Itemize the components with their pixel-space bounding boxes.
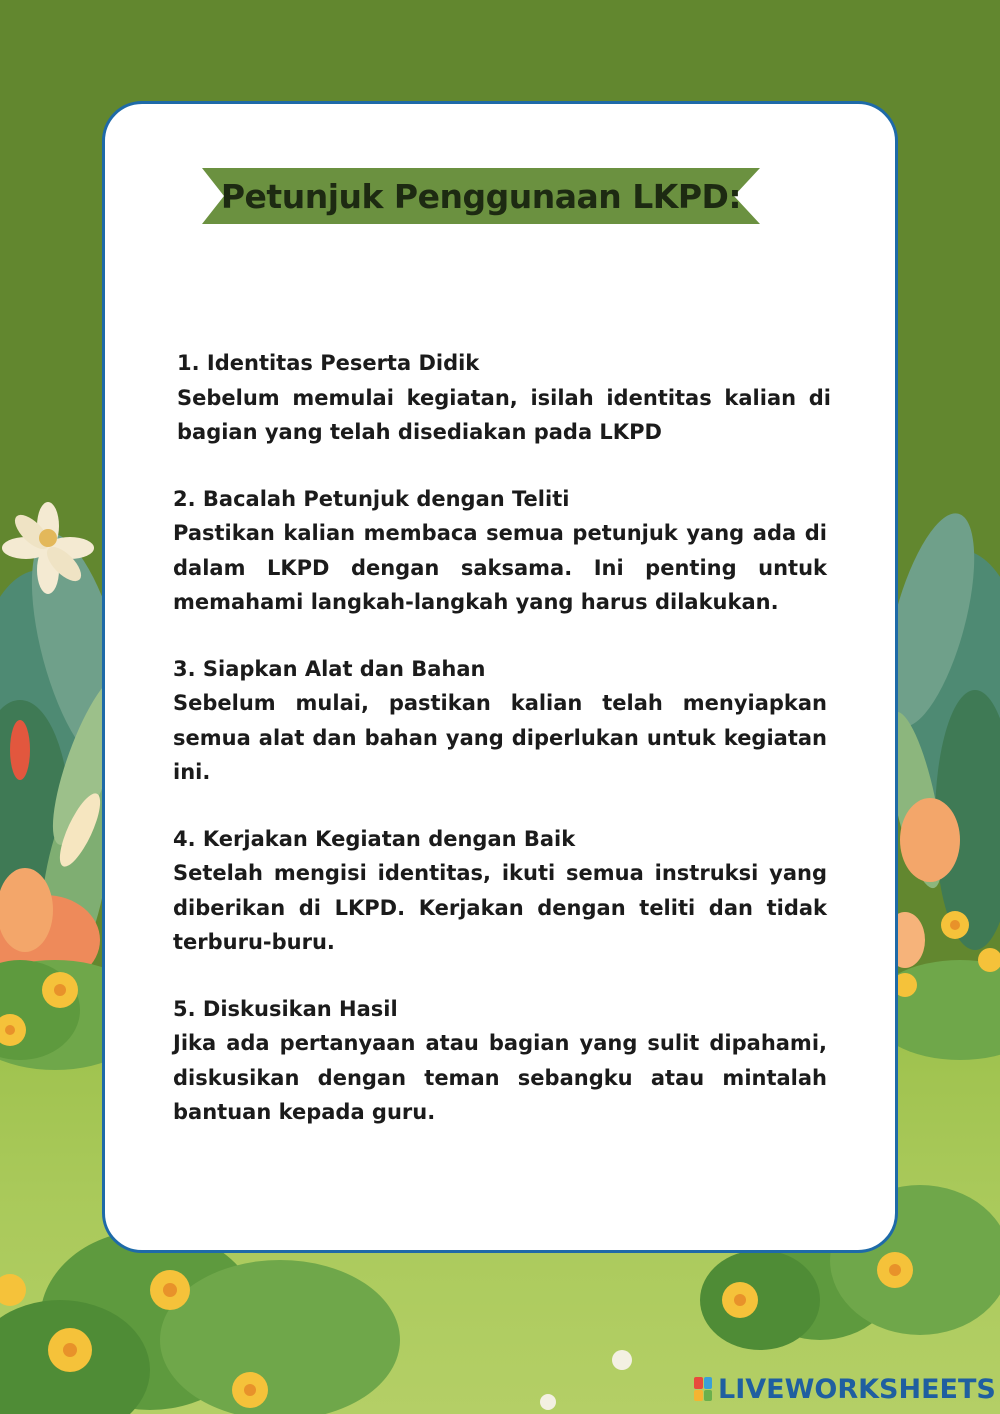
instruction-heading: 2. Bacalah Petunjuk dengan Teliti xyxy=(173,486,570,511)
instruction-heading: 4. Kerjakan Kegiatan dengan Baik xyxy=(173,826,576,851)
instruction-heading: 5. Diskusikan Hasil xyxy=(173,996,398,1021)
watermark-text: LIVEWORKSHEETS xyxy=(718,1373,996,1405)
instruction-heading: 1. Identitas Peserta Didik xyxy=(177,351,480,375)
instruction-item-4 xyxy=(173,822,827,960)
instruction-item-5 xyxy=(173,992,827,1130)
instruction-body: Pastikan kalian membaca semua petunjuk yang ada di dalam LKPD dengan saksama. Ini penting untuk memahami langkah-langkah yang harus dilakukan. xyxy=(173,521,827,614)
page-title: Petunjuk Penggunaan LKPD: xyxy=(220,176,742,216)
liveworksheets-logo-icon xyxy=(694,1377,712,1401)
instruction-body: Sebelum memulai kegiatan, isilah identitas kalian di bagian yang telah disediakan pada LKPD xyxy=(177,385,831,444)
instruction-body: Jika ada pertanyaan atau bagian yang sulit dipahami, diskusikan dengan teman sebangku atau mintalah bantuan kepada guru. xyxy=(173,1031,827,1124)
title-banner xyxy=(202,168,760,224)
instruction-body: Sebelum mulai, pastikan kalian telah menyiapkan semua alat dan bahan yang diperlukan untuk kegiatan ini. xyxy=(173,691,827,784)
instruction-item-1 xyxy=(177,346,831,450)
instruction-item-2 xyxy=(173,482,827,620)
instruction-item-3 xyxy=(173,652,827,790)
instruction-list xyxy=(173,346,831,1130)
small-white-flowers xyxy=(540,1350,632,1410)
liveworksheets-watermark xyxy=(694,1372,996,1406)
instruction-heading: 3. Siapkan Alat dan Bahan xyxy=(173,656,486,681)
instruction-body: Setelah mengisi identitas, ikuti semua instruksi yang diberikan di LKPD. Kerjakan dengan teliti dan tidak terburu-buru. xyxy=(173,861,827,954)
